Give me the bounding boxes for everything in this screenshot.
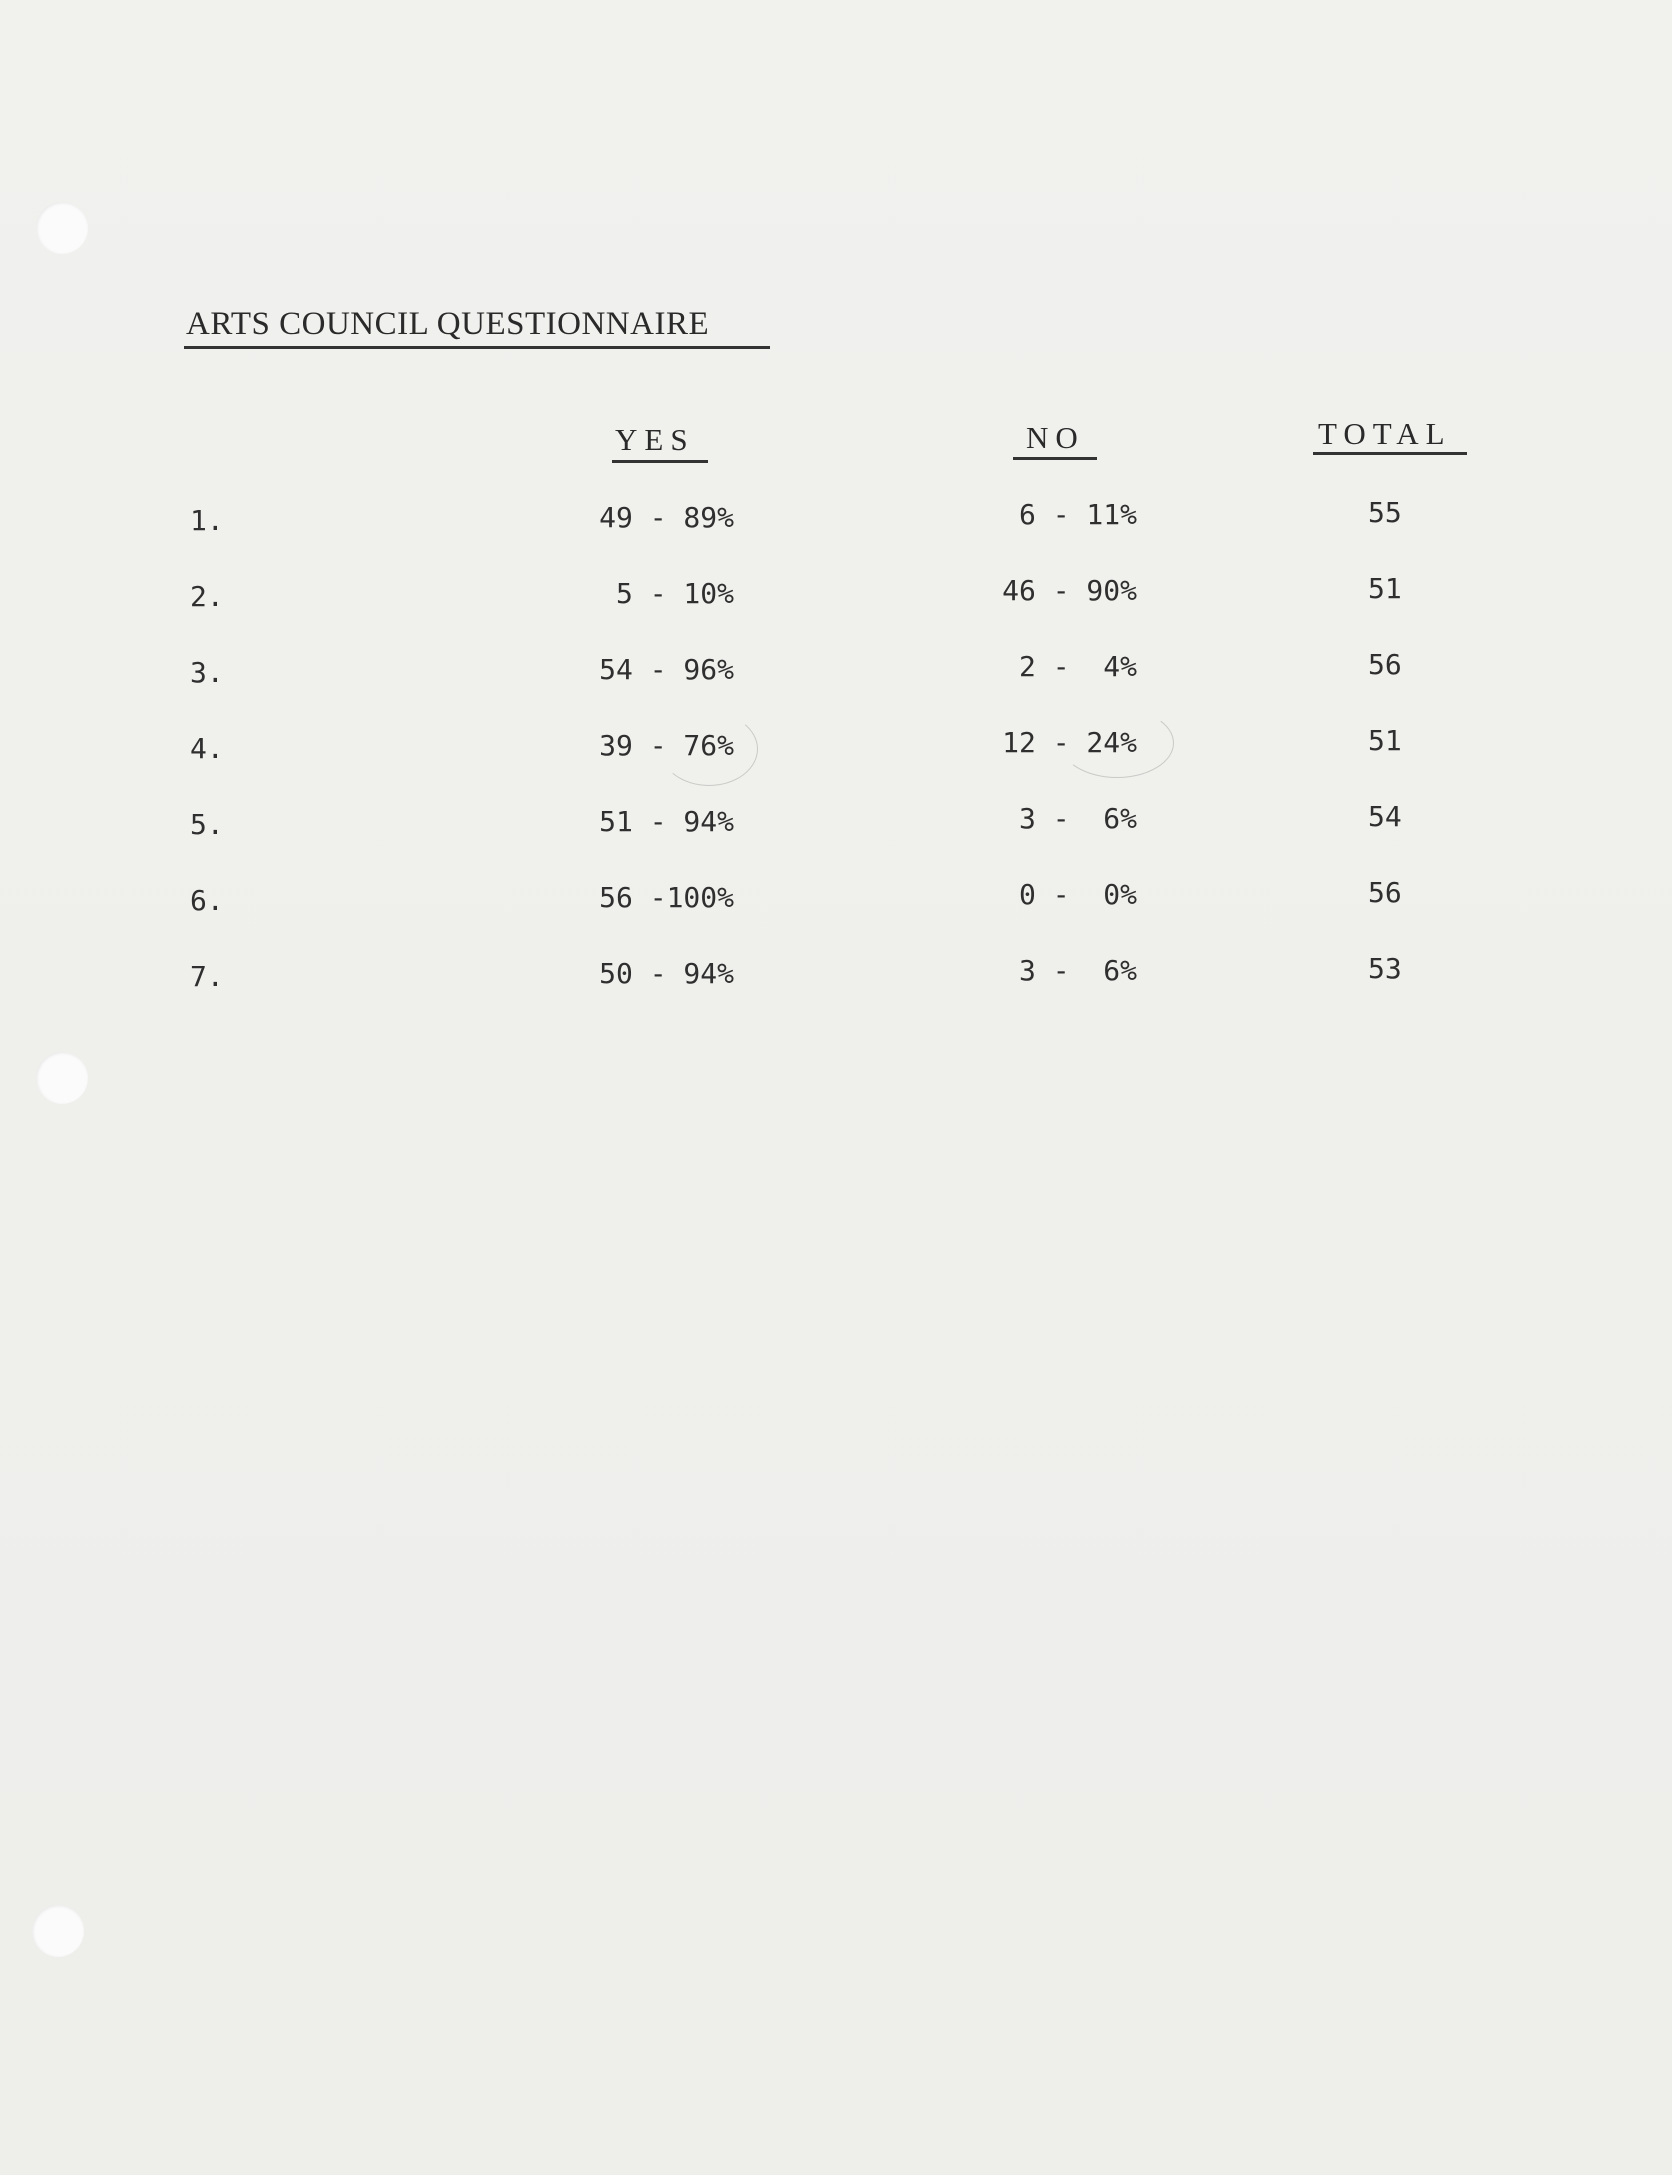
total-value: 51	[1368, 572, 1402, 605]
row-number: 6.	[190, 884, 224, 917]
column-header-yes: YES	[615, 422, 695, 457]
no-value: 2 - 4%	[1018, 650, 1137, 683]
row-number: 2.	[190, 580, 224, 613]
no-value: 3 - 6%	[1018, 802, 1137, 835]
punch-hole-middle	[36, 1052, 88, 1104]
total-value: 56	[1368, 876, 1402, 909]
punch-hole-top	[36, 202, 88, 254]
total-value: 55	[1368, 496, 1402, 529]
yes-value: 5 - 10%	[615, 577, 734, 610]
no-value: 12 - 24%	[1002, 726, 1137, 759]
pencil-mark	[1060, 708, 1174, 778]
total-header-underline	[1313, 452, 1467, 455]
punch-hole-bottom	[32, 1905, 84, 1957]
row-number: 3.	[190, 656, 224, 689]
yes-value: 39 - 76%	[599, 729, 734, 762]
row-number: 7.	[190, 960, 224, 993]
total-value: 56	[1368, 648, 1402, 681]
yes-value: 50 - 94%	[599, 957, 734, 990]
row-number: 1.	[190, 504, 224, 537]
yes-value: 51 - 94%	[599, 805, 734, 838]
yes-value: 54 - 96%	[599, 653, 734, 686]
yes-value: 49 - 89%	[599, 501, 734, 534]
no-value: 46 - 90%	[1002, 574, 1137, 607]
yes-header-underline	[612, 460, 708, 463]
pencil-mark	[660, 712, 758, 786]
title-underline	[184, 346, 770, 349]
yes-value: 56 -100%	[599, 881, 734, 914]
no-header-underline	[1013, 457, 1097, 460]
total-value: 54	[1368, 800, 1402, 833]
column-header-no: NO	[1026, 420, 1085, 455]
document-title: ARTS COUNCIL QUESTIONNAIRE	[186, 306, 710, 342]
total-value: 51	[1368, 724, 1402, 757]
no-value: 0 - 0%	[1018, 878, 1137, 911]
column-header-total: TOTAL	[1318, 416, 1452, 451]
total-value: 53	[1368, 952, 1402, 985]
row-number: 4.	[190, 732, 224, 765]
no-value: 6 - 11%	[1018, 498, 1137, 531]
row-number: 5.	[190, 808, 224, 841]
no-value: 3 - 6%	[1018, 954, 1137, 987]
